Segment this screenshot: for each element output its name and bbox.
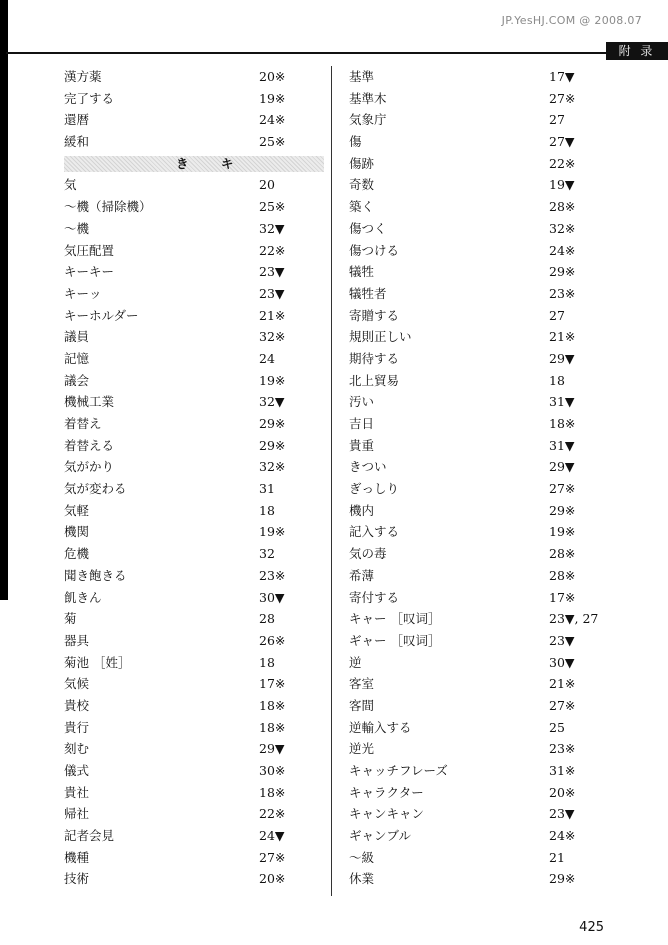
entry-page-ref: 29▼ — [549, 350, 575, 366]
entry-page-ref: 30※ — [259, 763, 286, 778]
index-entry — [64, 652, 294, 674]
entry-term: 客間 — [349, 697, 375, 713]
index-entry — [349, 196, 609, 218]
index-entry — [349, 652, 609, 674]
header-rule — [6, 52, 668, 54]
section-header — [64, 153, 294, 175]
entry-term: 気がかり — [64, 459, 115, 475]
index-column-left — [64, 66, 294, 890]
entry-term: 逆光 — [349, 741, 375, 757]
entry-term: きつい — [349, 459, 387, 475]
entry-page-ref: 18 — [259, 654, 275, 670]
entry-term: 傷つける — [349, 242, 400, 258]
entry-term: 犠牲者 — [349, 285, 387, 301]
entry-term: 機内 — [349, 502, 375, 518]
index-entry — [64, 565, 294, 587]
entry-page-ref: 27※ — [549, 697, 576, 713]
entry-term: 期待する — [349, 350, 400, 366]
entry-page-ref: 23▼ — [259, 285, 285, 301]
entry-term: 客室 — [349, 676, 375, 692]
index-entry — [64, 109, 294, 131]
index-entry — [349, 717, 609, 739]
entry-page-ref: 32※ — [549, 220, 576, 236]
index-entry — [64, 717, 294, 739]
entry-page-ref: 24※ — [549, 242, 576, 258]
entry-term: 完了する — [64, 90, 115, 106]
entry-term: 北上貿易 — [349, 372, 400, 388]
entry-term: 気が変わる — [64, 481, 127, 497]
index-entry — [349, 500, 609, 522]
entry-page-ref: 32※ — [259, 459, 286, 475]
entry-page-ref: 29※ — [549, 502, 576, 518]
entry-term: 議員 — [64, 329, 90, 345]
entry-page-ref: 30▼ — [549, 654, 575, 670]
entry-term: 希薄 — [349, 567, 375, 583]
index-entry — [349, 131, 609, 153]
entry-page-ref: 18 — [259, 502, 275, 518]
appendix-tab: 附 录 — [606, 42, 668, 60]
entry-term: 気軽 — [64, 502, 90, 518]
entry-term: 危機 — [64, 546, 90, 562]
entry-page-ref: 23▼ — [259, 264, 285, 280]
index-entry — [64, 478, 294, 500]
entry-page-ref: 18 — [549, 372, 565, 388]
entry-term: 犠牲 — [349, 264, 375, 280]
entry-page-ref: 25※ — [259, 134, 286, 150]
index-entry — [64, 608, 294, 630]
entry-page-ref: 26※ — [259, 632, 286, 648]
entry-term: 器具 — [64, 632, 90, 648]
index-entry — [349, 521, 609, 543]
index-entry — [349, 391, 609, 413]
entry-term: ～級 — [349, 849, 375, 865]
index-entry — [349, 435, 609, 457]
entry-term: キャー ［叹词］ — [349, 611, 441, 627]
index-entry — [349, 803, 609, 825]
entry-term: 逆 — [349, 654, 362, 670]
entry-term: 貴社 — [64, 784, 90, 800]
entry-term: ～機（掃除機） — [64, 199, 152, 215]
entry-term: 刻む — [64, 741, 90, 757]
entry-page-ref: 27※ — [549, 481, 576, 497]
index-entry — [349, 109, 609, 131]
index-entry — [64, 131, 294, 153]
entry-page-ref: 21※ — [549, 676, 576, 692]
index-entry — [349, 847, 609, 869]
entry-term: ぎっしり — [349, 481, 400, 497]
index-entry — [64, 782, 294, 804]
entry-page-ref: 31▼ — [549, 437, 575, 453]
index-entry — [349, 283, 609, 305]
entry-term: 記憶 — [64, 350, 90, 366]
entry-term: 寄贈する — [349, 307, 400, 323]
index-entry — [64, 305, 294, 327]
entry-term: 気象庁 — [349, 112, 387, 128]
entry-term: 休業 — [349, 871, 375, 887]
index-entry — [64, 673, 294, 695]
entry-term: 記入する — [349, 524, 400, 540]
entry-page-ref: 19※ — [259, 524, 286, 540]
entry-page-ref: 27※ — [259, 849, 286, 865]
entry-term: 聞き飽きる — [64, 567, 127, 583]
entry-page-ref: 18※ — [259, 719, 286, 735]
entry-term: キーッ — [64, 285, 102, 301]
entry-term: 貴重 — [349, 437, 375, 453]
index-entry — [349, 868, 609, 890]
entry-page-ref: 22※ — [259, 806, 286, 822]
index-entry — [64, 543, 294, 565]
entry-term: 規則正しい — [349, 329, 412, 345]
index-entry — [349, 66, 609, 88]
entry-page-ref: 19※ — [259, 372, 286, 388]
column-divider — [331, 66, 332, 896]
entry-page-ref: 27 — [549, 307, 565, 323]
entry-term: 気圧配置 — [64, 242, 115, 258]
entry-page-ref: 25 — [549, 719, 565, 735]
index-entry — [64, 825, 294, 847]
index-entry — [349, 543, 609, 565]
entry-term: 記者会見 — [64, 828, 115, 844]
index-entry — [64, 370, 294, 392]
entry-term: 吉日 — [349, 416, 375, 431]
index-entry — [349, 565, 609, 587]
entry-page-ref: 23▼ — [549, 632, 575, 648]
entry-page-ref: 23※ — [549, 285, 576, 301]
index-entry — [64, 283, 294, 305]
index-entry — [64, 240, 294, 262]
index-entry — [349, 782, 609, 804]
entry-term: 築く — [349, 199, 375, 215]
index-entry — [64, 174, 294, 196]
index-entry — [64, 868, 294, 890]
entry-page-ref: 23▼, 27 — [549, 611, 599, 627]
page-number: 425 — [579, 920, 604, 935]
entry-page-ref: 21※ — [259, 307, 286, 323]
entry-page-ref: 22※ — [259, 242, 286, 258]
index-entry — [349, 695, 609, 717]
index-entry — [64, 500, 294, 522]
entry-page-ref: 22※ — [549, 155, 576, 171]
entry-term: 逆輸入する — [349, 719, 412, 735]
entry-term: キーキー — [64, 264, 115, 280]
index-entry — [349, 348, 609, 370]
index-entry — [349, 456, 609, 478]
index-entry — [64, 261, 294, 283]
index-entry — [349, 608, 609, 630]
entry-term: 機種 — [64, 849, 90, 865]
index-entry — [349, 673, 609, 695]
index-entry — [64, 695, 294, 717]
entry-term: 基準木 — [349, 90, 387, 106]
entry-page-ref: 21※ — [549, 329, 576, 345]
entry-page-ref: 28※ — [549, 546, 576, 562]
index-entry — [349, 587, 609, 609]
entry-term: 奇数 — [349, 177, 375, 193]
entry-term: キーホルダー — [64, 307, 139, 323]
entry-term: 儀式 — [64, 763, 90, 778]
index-entry — [64, 413, 294, 435]
entry-page-ref: 31▼ — [549, 394, 575, 410]
entry-term: キャラクター — [349, 784, 424, 800]
entry-term: 基準 — [349, 69, 375, 84]
index-entry — [64, 218, 294, 240]
entry-page-ref: 23※ — [549, 741, 576, 757]
entry-page-ref: 28※ — [549, 567, 576, 583]
site-watermark: JP.YesHJ.COM @ 2008.07 — [501, 14, 642, 27]
entry-page-ref: 18※ — [259, 784, 286, 800]
entry-page-ref: 20※ — [549, 784, 576, 800]
index-entry — [64, 66, 294, 88]
entry-page-ref: 20 — [259, 177, 275, 193]
entry-term: 帰社 — [64, 806, 90, 822]
entry-term: 貴行 — [64, 719, 90, 735]
index-entry — [64, 803, 294, 825]
entry-page-ref: 27▼ — [549, 134, 575, 150]
entry-page-ref: 29▼ — [549, 459, 575, 475]
entry-page-ref: 28 — [259, 611, 275, 627]
entry-term: 寄付する — [349, 589, 400, 605]
index-entry — [64, 196, 294, 218]
index-entry — [349, 370, 609, 392]
entry-term: 着替え — [64, 416, 102, 431]
entry-term: 緩和 — [64, 134, 90, 150]
index-entry — [64, 587, 294, 609]
index-entry — [64, 326, 294, 348]
entry-term: 傷つく — [349, 220, 387, 236]
entry-page-ref: 32▼ — [259, 220, 285, 236]
entry-term: 気の毒 — [349, 546, 387, 562]
entry-page-ref: 19▼ — [549, 177, 575, 193]
entry-term: 着替える — [64, 437, 115, 453]
entry-page-ref: 32※ — [259, 329, 286, 345]
entry-page-ref: 29※ — [549, 871, 576, 887]
entry-term: 傷跡 — [349, 155, 375, 171]
entry-term: 気候 — [64, 676, 90, 692]
index-entry — [64, 456, 294, 478]
entry-page-ref: 29※ — [259, 416, 286, 431]
entry-page-ref: 29※ — [259, 437, 286, 453]
index-entry — [349, 218, 609, 240]
entry-page-ref: 32▼ — [259, 394, 285, 410]
entry-term: 機械工業 — [64, 394, 115, 410]
entry-page-ref: 27※ — [549, 90, 576, 106]
entry-term: 菊池 ［姓］ — [64, 654, 131, 670]
entry-page-ref: 18※ — [549, 416, 576, 431]
index-entry — [349, 240, 609, 262]
index-entry — [349, 261, 609, 283]
entry-term: 傷 — [349, 134, 362, 150]
entry-page-ref: 17※ — [549, 589, 576, 605]
index-entry — [349, 630, 609, 652]
entry-page-ref: 17※ — [259, 676, 286, 692]
index-entry — [64, 348, 294, 370]
entry-term: 菊 — [64, 611, 77, 627]
index-entry — [349, 326, 609, 348]
entry-page-ref: 30▼ — [259, 589, 285, 605]
index-entry — [349, 153, 609, 175]
entry-term: ～機 — [64, 220, 90, 236]
entry-page-ref: 29※ — [549, 264, 576, 280]
entry-page-ref: 24※ — [549, 828, 576, 844]
entry-page-ref: 32 — [259, 546, 275, 562]
entry-term: ギャンブル — [349, 828, 412, 844]
page-left-edge — [0, 0, 8, 600]
entry-term: キャッチフレーズ — [349, 763, 448, 778]
index-entry — [349, 88, 609, 110]
entry-term: 漢方薬 — [64, 69, 102, 84]
entry-page-ref: 20※ — [259, 871, 286, 887]
index-entry — [64, 760, 294, 782]
entry-term: 気 — [64, 177, 77, 193]
entry-page-ref: 19※ — [549, 524, 576, 540]
index-entry — [349, 174, 609, 196]
index-entry — [64, 847, 294, 869]
entry-page-ref: 23※ — [259, 567, 286, 583]
entry-term: 技術 — [64, 871, 90, 887]
entry-term: 汚い — [349, 394, 375, 410]
entry-page-ref: 31※ — [549, 763, 576, 778]
entry-page-ref: 27 — [549, 112, 565, 128]
entry-page-ref: 28※ — [549, 199, 576, 215]
entry-term: キャンキャン — [349, 806, 425, 822]
entry-page-ref: 20※ — [259, 69, 286, 84]
entry-page-ref: 25※ — [259, 199, 286, 215]
index-entry — [64, 435, 294, 457]
section-label: き キ — [176, 155, 248, 171]
index-entry — [349, 413, 609, 435]
index-entry — [349, 305, 609, 327]
index-entry — [64, 521, 294, 543]
entry-term: 貴校 — [64, 697, 90, 713]
entry-term: 機関 — [64, 524, 90, 540]
index-entry — [64, 630, 294, 652]
entry-page-ref: 31 — [259, 481, 275, 497]
entry-term: 飢きん — [64, 589, 102, 605]
entry-page-ref: 17▼ — [549, 69, 575, 84]
entry-term: 還暦 — [64, 112, 90, 128]
entry-page-ref: 21 — [549, 849, 565, 865]
entry-page-ref: 29▼ — [259, 741, 285, 757]
index-entry — [349, 760, 609, 782]
index-entry — [64, 738, 294, 760]
entry-term: ギャー ［叹词］ — [349, 632, 441, 648]
index-entry — [349, 825, 609, 847]
entry-page-ref: 23▼ — [549, 806, 575, 822]
index-entry — [349, 478, 609, 500]
entry-page-ref: 24※ — [259, 112, 286, 128]
entry-page-ref: 24▼ — [259, 828, 285, 844]
index-entry — [64, 391, 294, 413]
entry-page-ref: 24 — [259, 350, 275, 366]
entry-term: 議会 — [64, 372, 90, 388]
index-entry — [64, 88, 294, 110]
entry-page-ref: 18※ — [259, 697, 286, 713]
index-entry — [349, 738, 609, 760]
index-column-right — [349, 66, 609, 890]
entry-page-ref: 19※ — [259, 90, 286, 106]
